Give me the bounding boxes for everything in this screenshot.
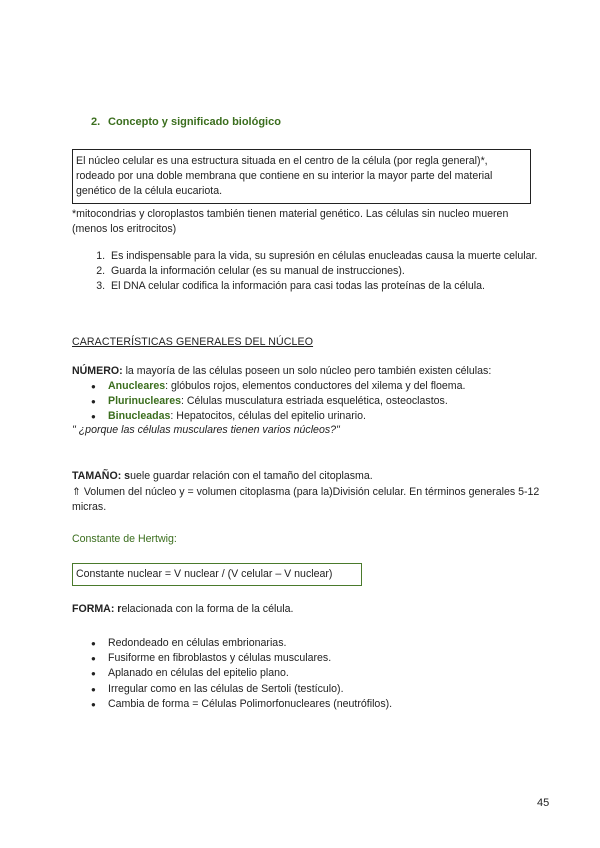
- numero-label: NÚMERO:: [72, 365, 123, 377]
- numero-text: la mayoría de las células poseen un solo núcleo pero también existen células:: [122, 365, 492, 377]
- term-description: : Células musculatura estriada esquelética, osteoclastos.: [181, 395, 448, 408]
- term-description: : glóbulos rojos, elementos conductores del xilema y del floema.: [165, 380, 466, 392]
- hertwig-title: Constante de Hertwig:: [72, 533, 177, 545]
- hertwig-formula-box: Constante nuclear = V nuclear / (V celular – V nuclear): [72, 563, 362, 586]
- list-item: ● Aplanado en células del epitelio plano.: [108, 666, 392, 681]
- forma-label: FORMA: r: [72, 603, 122, 615]
- forma-list: [72, 636, 392, 712]
- forma-paragraph: [72, 603, 293, 615]
- list-item: ● Fusiforme en fibroblastos y células musculares.: [108, 651, 392, 666]
- section-heading: [91, 116, 281, 128]
- page-number: 45: [537, 797, 550, 809]
- list-item: [108, 409, 465, 424]
- list-item: [108, 379, 465, 394]
- term: Anucleares: [108, 380, 166, 392]
- section-number: 2.: [91, 116, 101, 128]
- list-item: 3. El DNA celular codifica la información para casi todas las proteínas de la célula.: [108, 279, 548, 294]
- list-item: ● Cambia de forma = Células Polimorfonucleares (neutrófilos).: [108, 697, 392, 712]
- definition-box: El núcleo celular es una estructura situada en el centro de la célula (por regla general)*, rodeado por una doble membrana que contiene en su interior la mayor parte del material genético de la célula eucariota.: [72, 149, 531, 204]
- tamano-text: uele guardar relación con el tamaño del citoplasma.: [130, 470, 373, 482]
- term-description: : Hepatocitos, células del epitelio urinario.: [170, 410, 366, 423]
- footnote-text: *mitocondrias y cloroplastos también tienen material genético. Las células sin nucleo mueren (menos los eritrocitos): [72, 208, 509, 235]
- list-item: ● Irregular como en las células de Sertoli (testículo).: [108, 682, 392, 697]
- list-item: [108, 394, 465, 409]
- forma-text: elacionada con la forma de la célula.: [121, 603, 294, 615]
- volume-text: ⇑ Volumen del núcleo y = volumen citoplasma (para la)División celular. En términos generales 5-12 micras.: [72, 486, 540, 513]
- significance-list: [72, 249, 548, 294]
- characteristics-title: CARACTERÍSTICAS GENERALES DEL NÚCLEO: [72, 336, 314, 348]
- list-item: 1. Es indispensable para la vida, su supresión en células enucleadas causa la muerte celular.: [108, 249, 548, 264]
- section-title: Concepto y significado biológico: [108, 116, 281, 128]
- list-item: 2. Guarda la información celular (es su manual de instrucciones).: [108, 264, 548, 279]
- numero-paragraph: [72, 365, 552, 377]
- term: Plurinucleares: [108, 395, 182, 408]
- term: Binucleadas: [108, 410, 171, 423]
- tamano-label: TAMAÑO: s: [72, 470, 131, 482]
- numero-list: [72, 379, 465, 425]
- list-item: ● Redondeado en células embrionarias.: [108, 636, 392, 651]
- question-text: " ¿porque las células musculares tienen varios núcleos?": [72, 424, 340, 436]
- tamano-paragraph: [72, 470, 552, 482]
